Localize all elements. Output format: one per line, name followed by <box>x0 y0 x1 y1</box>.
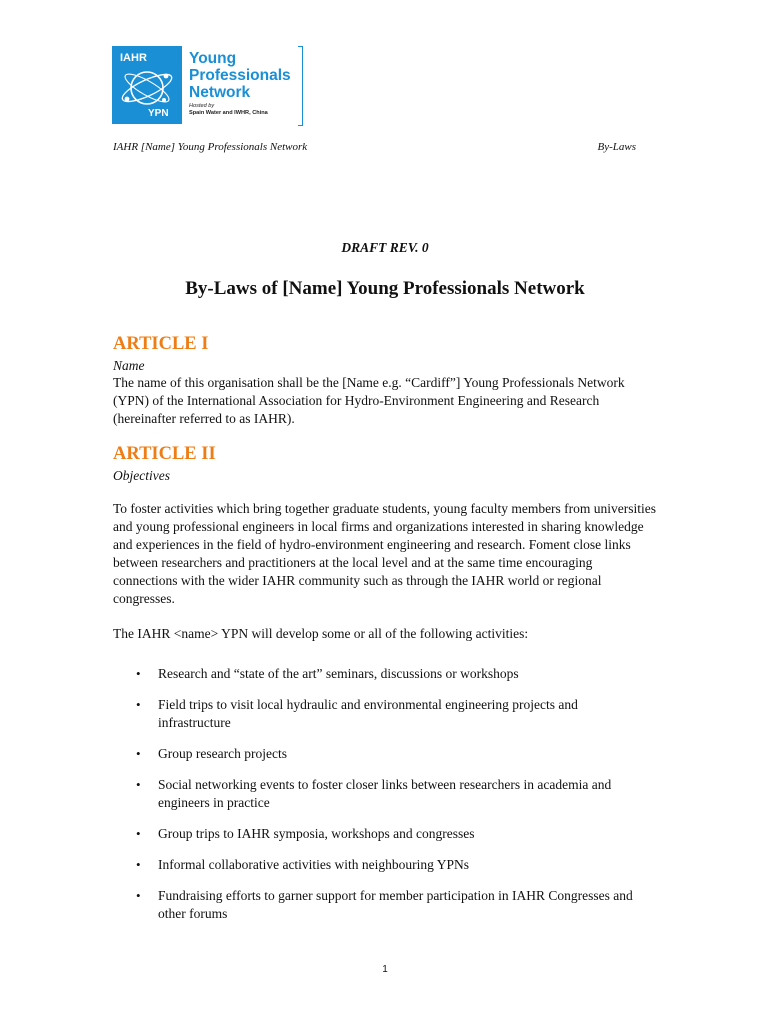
list-item-text: Social networking events to foster closer links between researchers in academia and engineers in practice <box>158 777 612 810</box>
bullet-icon: • <box>136 826 141 841</box>
iahr-ypn-logo <box>112 46 302 124</box>
article-1-heading: ARTICLE I <box>113 334 209 354</box>
activities-intro: The IAHR <name> YPN will develop some or all of the following activities: <box>113 626 529 641</box>
document-title: By-Laws of [Name] Young Professionals Network <box>185 278 585 299</box>
logo-mark <box>112 46 182 124</box>
article-1-body: The name of this organisation shall be the [Name e.g. “Cardiff”] Young Professionals Network (YPN) of the International Association for Hydro-Environment Engineering and Research (hereinafter referred to as IAHR). <box>113 375 625 426</box>
list-item <box>113 825 653 843</box>
logo-line: Professionals <box>189 67 291 84</box>
hosted-by-label: Hosted by <box>189 103 215 109</box>
globe-orbit-icon <box>118 66 176 110</box>
bullet-icon: • <box>136 697 141 712</box>
article-2-body: To foster activities which bring together graduate students, young faculty members from universities and young professional engineers in local firms and organizations interested in sharing knowledge and experiences in the field of hydro-environment engineering and research. Foment close links between researchers and practitioners at the local level and at the same time encouraging connections with the wider IAHR community such as through the IAHR world or regional congresses. <box>113 501 657 606</box>
list-item <box>113 887 653 923</box>
list-item <box>113 665 653 683</box>
running-header-left: IAHR [Name] Young Professionals Network <box>113 141 308 153</box>
running-header-right: By-Laws <box>597 141 636 153</box>
logo-line: Young <box>189 50 237 67</box>
list-item-text: Group research projects <box>158 746 287 761</box>
logo-bracket <box>298 46 303 126</box>
activities-list <box>113 665 653 936</box>
logo-hosted-by <box>189 103 268 117</box>
list-item-text: Informal collaborative activities with neighbouring YPNs <box>158 857 470 872</box>
article-1-subheading: Name <box>113 358 145 373</box>
bullet-icon: • <box>136 746 141 761</box>
bullet-icon: • <box>136 888 141 903</box>
article-2-subheading: Objectives <box>113 468 170 483</box>
logo-bottom-text: YPN <box>148 108 169 119</box>
list-item-text: Research and “state of the art” seminars, discussions or workshops <box>158 666 519 681</box>
list-item <box>113 696 653 732</box>
bullet-icon: • <box>136 777 141 792</box>
list-item <box>113 776 653 812</box>
list-item-text: Fundraising efforts to garner support for member participation in IAHR Congresses and other forums <box>158 888 633 921</box>
host-names: Spain Water and IWHR, China <box>189 110 268 116</box>
list-item <box>113 856 653 874</box>
page-number: 1 <box>382 964 388 975</box>
logo-line: Network <box>189 84 251 101</box>
bullet-icon: • <box>136 857 141 872</box>
list-item-text: Field trips to visit local hydraulic and environmental engineering projects and infrastructure <box>158 697 578 730</box>
article-2-heading: ARTICLE II <box>113 444 216 464</box>
logo-top-text: IAHR <box>120 52 147 64</box>
draft-revision: DRAFT REV. 0 <box>341 240 429 255</box>
logo-wordmark <box>189 50 291 101</box>
list-item-text: Group trips to IAHR symposia, workshops and congresses <box>158 826 475 841</box>
list-item <box>113 745 653 763</box>
bullet-icon: • <box>136 666 141 681</box>
